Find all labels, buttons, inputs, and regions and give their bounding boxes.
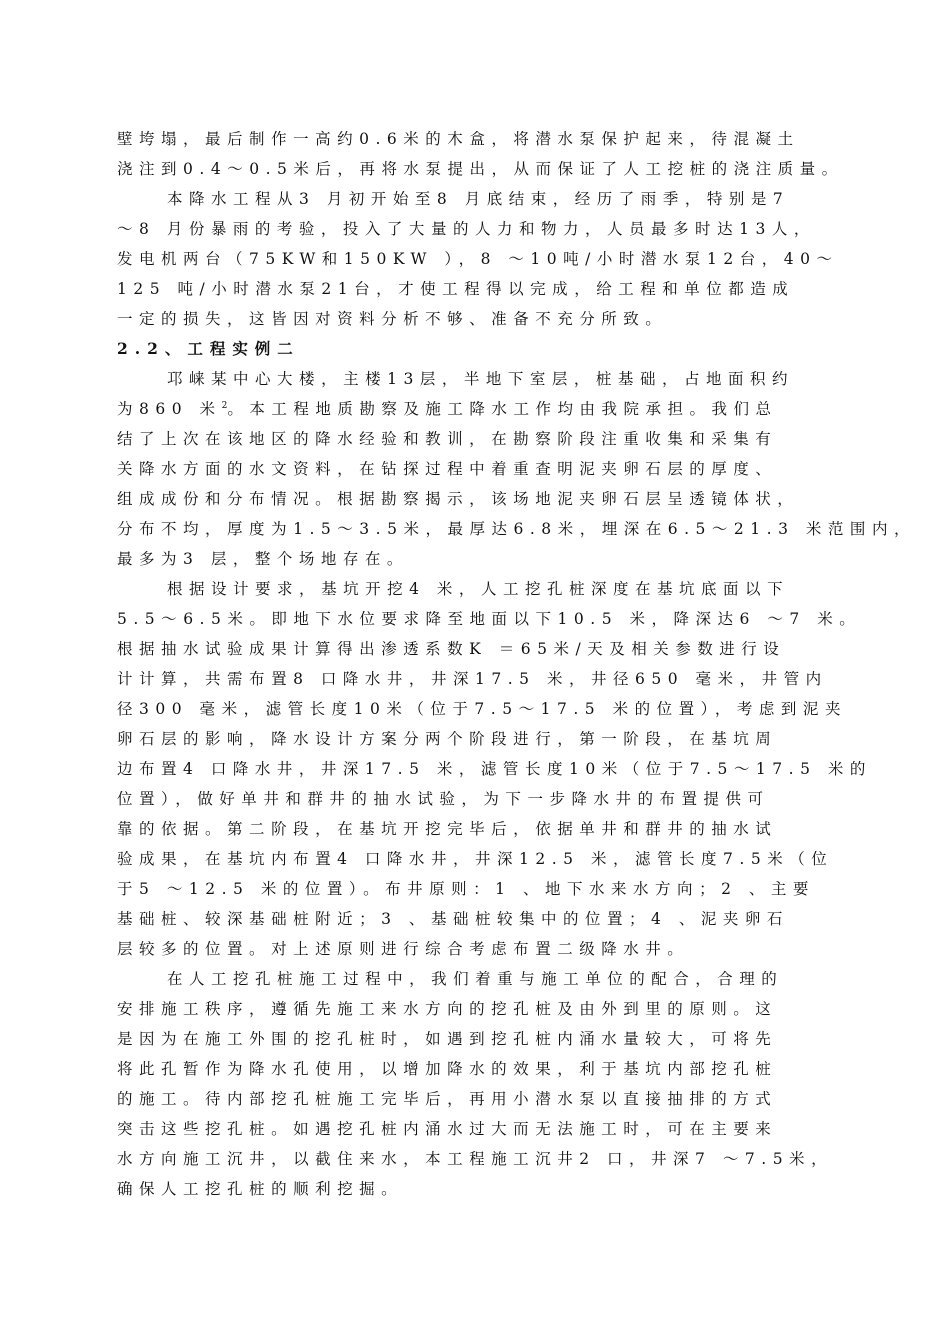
text-line: 安排施工秩序，遵循先施工来水方向的挖孔桩及由外到里的原则。这 [117,1000,778,1018]
text-line: 将此孔暂作为降水孔使用，以增加降水的效果，利于基坑内部挖孔桩 [117,1060,778,1078]
text-run: 。本工程地质勘察及施工降水工作均由我院承担。我们总 [227,400,778,418]
text-line: 于5 ～12.5 米的位置）。布井原则：1 、地下水来水方向；2 、主要 [117,880,815,898]
text-line: 基础桩、较深基础桩附近；3 、基础桩较集中的位置；4 、泥夹卵石 [117,910,789,928]
text-line: ～8 月份暴雨的考验，投入了大量的人力和物力，人员最多时达13人， [117,220,816,238]
text-line: 的施工。待内部挖孔桩施工完毕后，再用小潜水泵以直接抽排的方式 [117,1090,778,1108]
text-run: 为860 米 [117,400,222,418]
text-line: 计计算，共需布置8 口降水井，井深17.5 米，井径650 毫米，井管内 [117,670,828,688]
text-line: 根据抽水试验成果计算得出渗透系数K ＝65米/天及相关参数进行设 [117,640,786,658]
text-line: 靠的依据。第二阶段，在基坑开挖完毕后，依据单井和群井的抽水试 [117,820,778,838]
text-line: 分布不均，厚度为1.5～3.5米，最厚达6.8米，埋深在6.5～21.3 米范围内， [117,520,916,538]
text-line: 根据设计要求，基坑开挖4 米，人工挖孔桩深度在基坑底面以下 [167,580,790,598]
text-line: 层较多的位置。对上述原则进行综合考虑布置二级降水井。 [117,940,690,958]
text-line: 本降水工程从3 月初开始至8 月底结束，经历了雨季，特别是7 [167,190,790,208]
text-line: 发电机两台（75KW和150KW ），8 ～10吨/小时潜水泵12台，40～ [117,250,839,268]
text-line: 边布置4 口降水井，井深17.5 米，滤管长度10米（位于7.5～17.5 米的 [117,760,872,778]
text-line: 突击这些挖孔桩。如遇挖孔桩内涌水过大而无法施工时，可在主要来 [117,1120,778,1138]
text-line: 邛崃某中心大楼，主楼13层，半地下室层，桩基础，占地面积约 [167,370,795,388]
text-line: 确保人工挖孔桩的顺利挖掘。 [117,1180,404,1198]
text-line: 关降水方面的水文资料，在钻探过程中着重查明泥夹卵石层的厚度、 [117,460,778,478]
text-line: 125 吨/小时潜水泵21台，才使工程得以完成，给工程和单位都造成 [117,280,795,298]
document-body [117,124,916,1204]
text-line: 5.5～6.5米。即地下水位要求降至地面以下10.5 米，降深达6 ～7 米。 [117,610,862,628]
text-line: 径300 毫米，滤管长度10米（位于7.5～17.5 米的位置），考虑到泥夹 [117,700,847,718]
text-line: 浇注到0.4～0.5米后，再将水泵提出，从而保证了人工挖桩的浇注质量。 [117,160,844,178]
text-line: 一定的损失，这皆因对资料分析不够、准备不充分所致。 [117,310,668,328]
text-line: 是因为在施工外围的挖孔桩时，如遇到挖孔桩内涌水量较大，可将先 [117,1030,778,1048]
text-line: 结了上次在该地区的降水经验和教训，在勘察阶段注重收集和采集有 [117,430,778,448]
text-line: 水方向施工沉井，以截住来水，本工程施工沉井2 口，井深7 ～7.5米， [117,1150,834,1168]
text-line [117,394,845,424]
superscript: 2 [221,400,228,411]
text-line: 最多为3 层，整个场地存在。 [117,550,409,568]
text-line: 卵石层的影响，降水设计方案分两个阶段进行，第一阶段，在基坑周 [117,730,778,748]
section-heading: 2.2、工程实例二 [117,339,300,358]
text-line: 在人工挖孔桩施工过程中，我们着重与施工单位的配合，合理的 [167,970,784,988]
text-line: 验成果，在基坑内布置4 口降水井，井深12.5 米，滤管长度7.5米（位 [117,850,834,868]
text-line: 组成成份和分布情况。根据勘察揭示，该场地泥夹卵石层呈透镜体状， [117,490,800,508]
text-line: 壁垮塌，最后制作一高约0.6米的木盒，将潜水泵保护起来，待混凝土 [117,130,800,148]
text-line: 位置），做好单井和群井的抽水试验，为下一步降水井的布置提供可 [117,790,770,808]
